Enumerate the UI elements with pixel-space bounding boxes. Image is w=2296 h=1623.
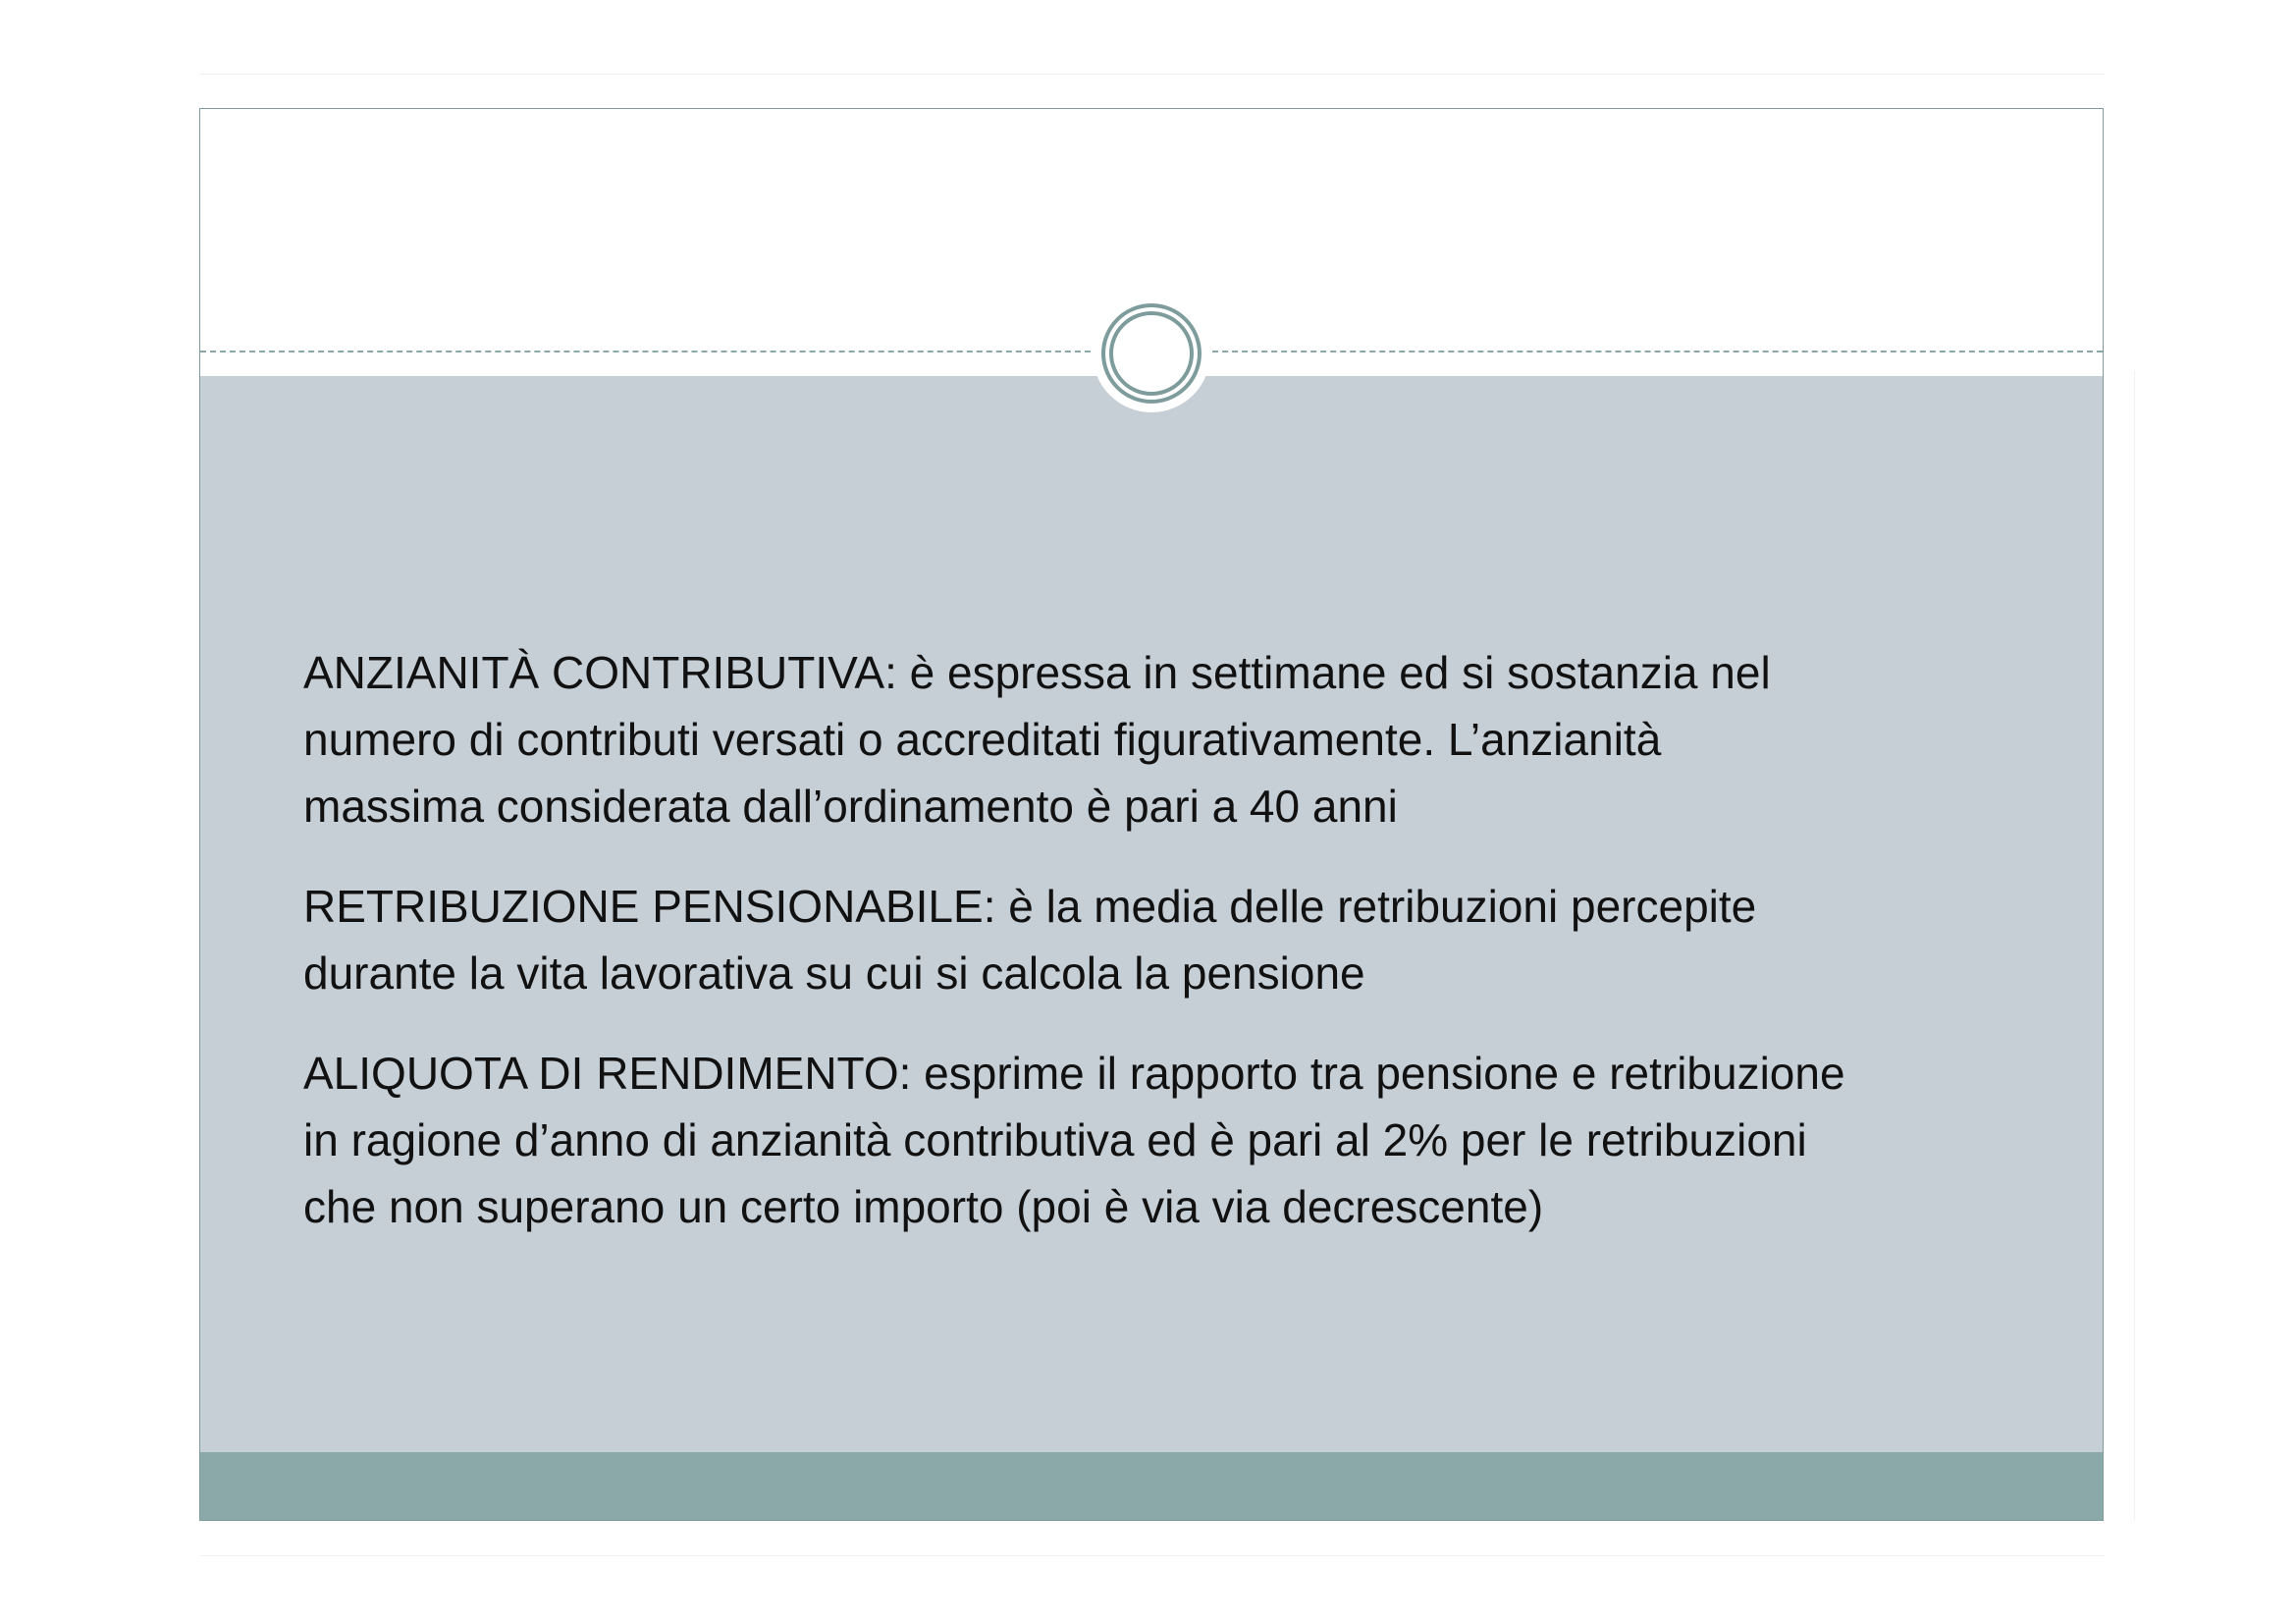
paragraph-line: ANZIANITÀ CONTRIBUTIVA: è espressa in settimane ed si sostanzia nel: [303, 647, 1771, 698]
slide-footer-band: [200, 1452, 2103, 1521]
paragraph-anzianita: [303, 639, 2031, 839]
slide: [199, 108, 2104, 1521]
slide-content: [303, 639, 2031, 1273]
page-top-divider: [200, 74, 2105, 75]
double-ring-icon: [1091, 293, 1212, 414]
paragraph-line: che non superano un certo importo (poi è via via decrescente): [303, 1181, 1544, 1232]
page-bottom-divider: [200, 1555, 2105, 1556]
paragraph-line: ALIQUOTA DI RENDIMENTO: esprime il rapporto tra pensione e retribuzione: [303, 1048, 1845, 1099]
paragraph-line: in ragione d’anno di anzianità contributiva ed è pari al 2% per le retribuzioni: [303, 1114, 1807, 1165]
page-right-divider: [2134, 371, 2135, 1520]
paragraph-line: RETRIBUZIONE PENSIONABILE: è la media delle retribuzioni percepite: [303, 881, 1757, 932]
paragraph-retribuzione: [303, 873, 2031, 1006]
paragraph-line: numero di contributi versati o accreditati figurativamente. L’anzianità: [303, 714, 1662, 765]
paragraph-line: massima considerata dall’ordinamento è pari a 40 anni: [303, 781, 1398, 832]
paragraph-aliquota: [303, 1040, 2031, 1240]
paragraph-line: durante la vita lavorativa su cui si calcola la pensione: [303, 947, 1365, 999]
